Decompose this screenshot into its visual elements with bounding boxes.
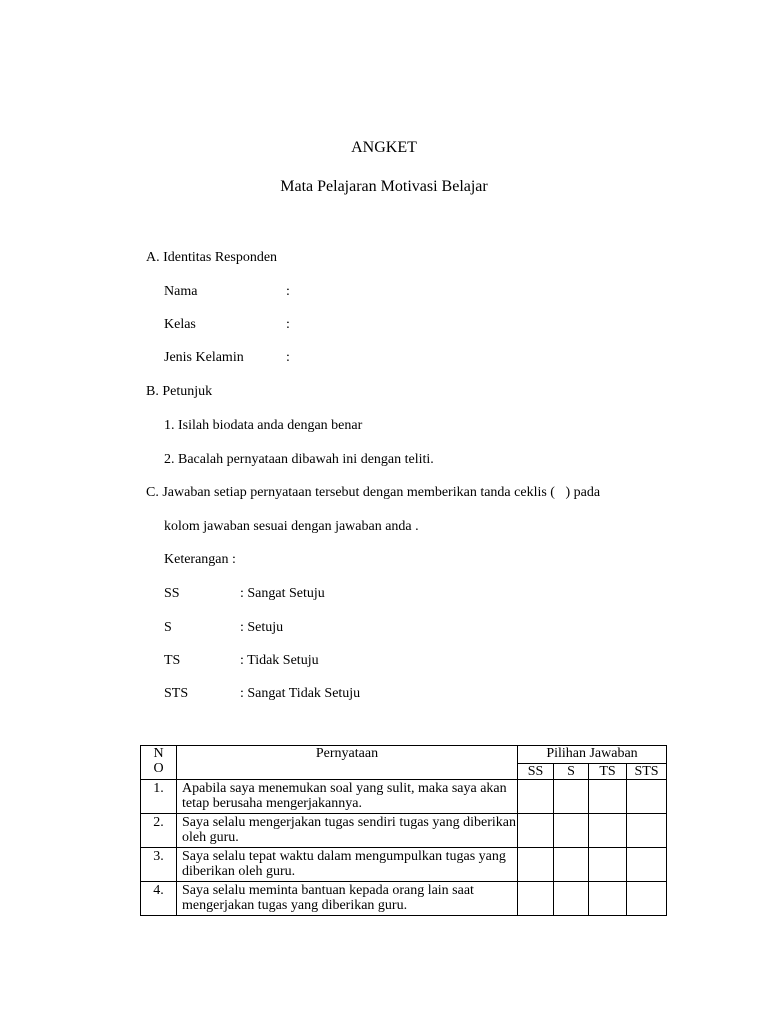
table-row bbox=[141, 814, 667, 848]
table-row bbox=[141, 780, 667, 814]
table-row bbox=[141, 848, 667, 882]
legend-meaning-ts: : Tidak Setuju bbox=[240, 653, 319, 668]
legend-code-ts: TS bbox=[164, 653, 181, 668]
row-statement: Apabila saya menemukan soal yang sulit, maka saya akan tetap berusaha mengerjakannya. bbox=[177, 780, 518, 814]
choice-header-sts: STS bbox=[627, 764, 667, 780]
row-number: 1. bbox=[141, 780, 177, 814]
legend-code-s: S bbox=[164, 620, 172, 635]
table-header-row bbox=[141, 746, 667, 764]
answer-cell-ts[interactable] bbox=[589, 780, 627, 814]
row-number: 3. bbox=[141, 848, 177, 882]
answer-cell-sts[interactable] bbox=[627, 882, 667, 916]
answer-cell-sts[interactable] bbox=[627, 814, 667, 848]
field-label-nama: Nama bbox=[164, 284, 198, 299]
legend-code-ss: SS bbox=[164, 586, 180, 601]
document-title: ANGKET bbox=[351, 139, 417, 156]
choice-group-header: Pilihan Jawaban bbox=[518, 746, 667, 764]
questionnaire-table bbox=[140, 745, 667, 916]
legend-code-sts: STS bbox=[164, 686, 189, 701]
legend-meaning-sts: : Sangat Tidak Setuju bbox=[240, 686, 361, 701]
answer-cell-ss[interactable] bbox=[518, 848, 554, 882]
answer-cell-ss[interactable] bbox=[518, 780, 554, 814]
choice-header-ts: TS bbox=[589, 764, 627, 780]
field-label-jenis-kelamin: Jenis Kelamin bbox=[164, 350, 244, 365]
no-header-line: O bbox=[153, 761, 164, 776]
answer-cell-s[interactable] bbox=[554, 882, 589, 916]
row-number: 4. bbox=[141, 882, 177, 916]
answer-cell-ss[interactable] bbox=[518, 882, 554, 916]
row-statement: Saya selalu meminta bantuan kepada orang lain saat mengerjakan tugas yang diberikan guru. bbox=[177, 882, 518, 916]
field-label-kelas: Kelas bbox=[164, 317, 196, 332]
legend-meaning-ss: : Sangat Setuju bbox=[240, 586, 325, 601]
field-colon-jenis-kelamin: : bbox=[286, 350, 290, 365]
legend-meaning-s: : Setuju bbox=[240, 620, 284, 635]
row-statement: Saya selalu tepat waktu dalam mengumpulkan tugas yang diberikan oleh guru. bbox=[177, 848, 518, 882]
keterangan-label: Keterangan : bbox=[164, 552, 236, 567]
answer-cell-sts[interactable] bbox=[627, 780, 667, 814]
instruction-item: 2. Bacalah pernyataan dibawah ini dengan teliti. bbox=[164, 452, 434, 467]
row-number: 2. bbox=[141, 814, 177, 848]
field-colon-nama: : bbox=[286, 284, 290, 299]
answer-cell-ss[interactable] bbox=[518, 814, 554, 848]
statement-column-header: Pernyataan bbox=[177, 746, 518, 780]
answer-cell-s[interactable] bbox=[554, 848, 589, 882]
document-subtitle: Mata Pelajaran Motivasi Belajar bbox=[280, 178, 488, 195]
answer-cell-s[interactable] bbox=[554, 814, 589, 848]
section-c-line-1: C. Jawaban setiap pernyataan tersebut dengan memberikan tanda ceklis ( ) pada bbox=[146, 485, 601, 500]
no-column-header bbox=[141, 746, 177, 780]
choice-header-s: S bbox=[554, 764, 589, 780]
answer-cell-s[interactable] bbox=[554, 780, 589, 814]
section-a-heading: A. Identitas Responden bbox=[146, 250, 278, 265]
choice-header-ss: SS bbox=[518, 764, 554, 780]
no-header-line: N bbox=[153, 746, 164, 761]
section-c-line-2: kolom jawaban sesuai dengan jawaban anda . bbox=[164, 519, 419, 534]
instruction-item: 1. Isilah biodata anda dengan benar bbox=[164, 418, 363, 433]
answer-cell-sts[interactable] bbox=[627, 848, 667, 882]
table-row bbox=[141, 882, 667, 916]
answer-cell-ts[interactable] bbox=[589, 848, 627, 882]
field-colon-kelas: : bbox=[286, 317, 290, 332]
answer-cell-ts[interactable] bbox=[589, 814, 627, 848]
answer-cell-ts[interactable] bbox=[589, 882, 627, 916]
row-statement: Saya selalu mengerjakan tugas sendiri tugas yang diberikan oleh guru. bbox=[177, 814, 518, 848]
section-b-heading: B. Petunjuk bbox=[146, 384, 213, 399]
